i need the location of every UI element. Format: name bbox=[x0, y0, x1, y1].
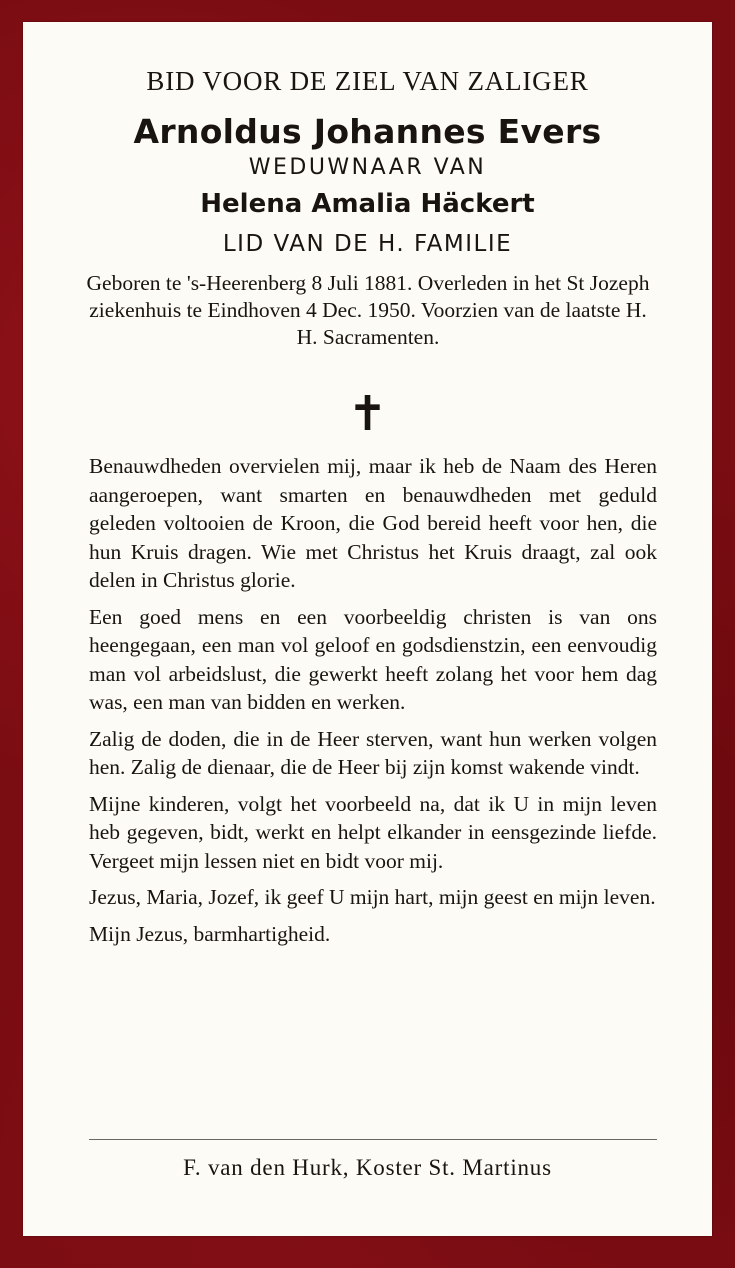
prayer-body bbox=[89, 452, 657, 956]
memorial-card bbox=[23, 22, 712, 1236]
card-title: BID VOOR DE ZIEL VAN ZALIGER bbox=[146, 66, 589, 96]
deceased-name: Arnoldus Johannes Evers bbox=[133, 112, 602, 151]
paragraph: Een goed mens en een voorbeeldig christen is van ons heengegaan, een man vol geloof en godsdienstzin, een eenvoudig man vol arbeidslust, die gewerkt heeft zolang het voor hem dag was, een man van bidden en werken. bbox=[89, 604, 657, 714]
paragraph: Mijn Jezus, barmhartigheid. bbox=[89, 921, 331, 946]
divider bbox=[89, 1139, 657, 1140]
membership-label: LID VAN DE H. FAMILIE bbox=[222, 231, 513, 257]
paragraph: Benauwdheden overvielen mij, maar ik heb de Naam des Heren aangeroepen, want smarten en benauwdheden met geduld geleden voltooien de Kroon, die God bereid heeft voor hen, die hun Kruis dragen. Wie met Christus het Kruis draagt, zal ook delen in Christus glorie. bbox=[89, 454, 657, 592]
printer-credit: F. van den Hurk, Koster St. Martinus bbox=[183, 1155, 552, 1180]
widower-label: WEDUWNAAR VAN bbox=[248, 155, 487, 180]
biography-text: Geboren te 's-Heerenberg 8 Juli 1881. Overleden in het St Jozeph ziekenhuis te Eindhoven 4 Dec. 1950. Voorzien van de laatste H. H. Sacramenten. bbox=[86, 271, 650, 349]
paragraph: Mijne kinderen, volgt het voorbeeld na, dat ik U in mijn leven heb gegeven, bidt, werkt en helpt elkander in eensgezinde liefde. Vergeet mijn lessen niet en bidt voor mij. bbox=[89, 791, 657, 873]
paragraph: Zalig de doden, die in de Heer sterven, want hun werken volgen hen. Zalig de dienaar, die de Heer bij zijn komst wakende vindt. bbox=[89, 726, 657, 779]
cross-icon: ✝ bbox=[347, 386, 388, 442]
spouse-name: Helena Amalia Häckert bbox=[200, 189, 535, 219]
paragraph: Jezus, Maria, Jozef, ik geef U mijn hart, mijn geest en mijn leven. bbox=[89, 885, 656, 909]
